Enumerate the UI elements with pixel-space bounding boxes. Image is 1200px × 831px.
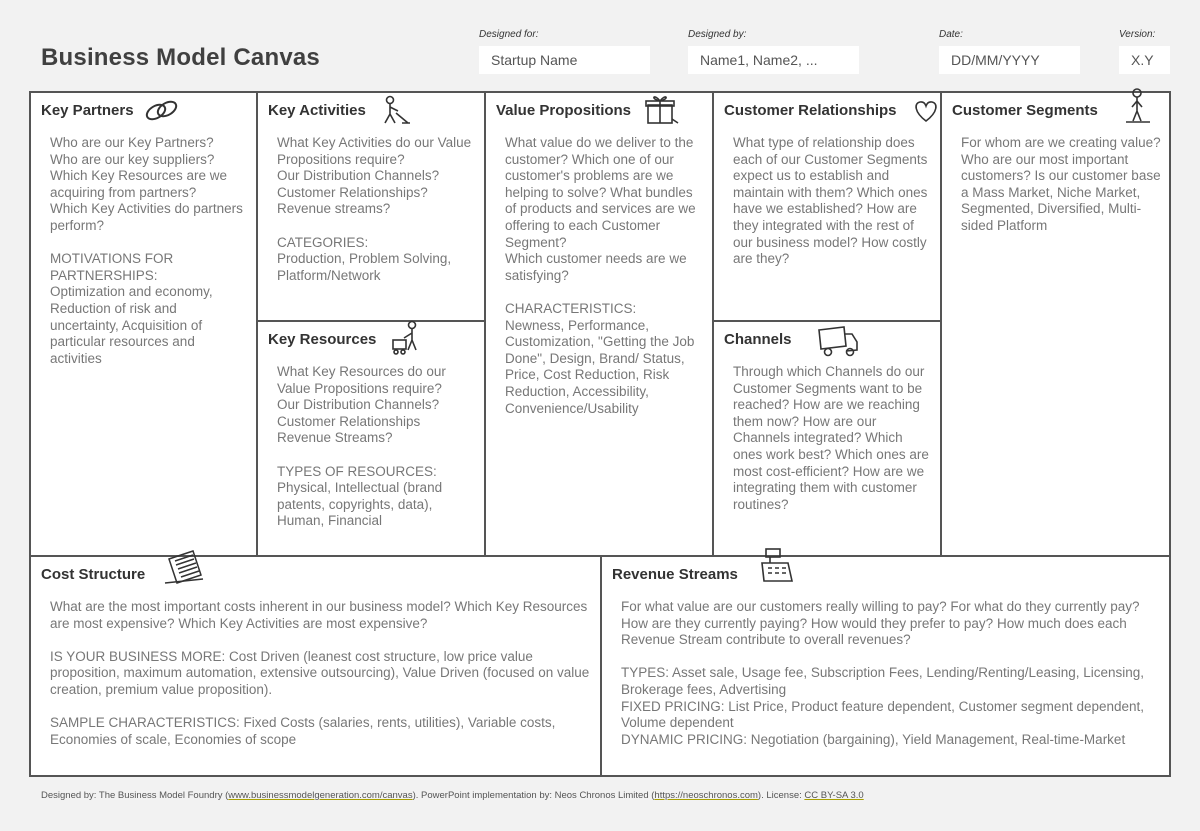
revenue-streams-title: Revenue Streams bbox=[612, 566, 738, 583]
value-propositions-title: Value Propositions bbox=[496, 102, 632, 119]
designed-by-label: Designed by: bbox=[688, 29, 747, 40]
bmg-canvas-link[interactable]: www.businessmodelgeneration.com/canvas bbox=[228, 790, 413, 801]
person-working-icon bbox=[376, 95, 412, 127]
delivery-truck-icon bbox=[816, 324, 860, 358]
neoschronos-link[interactable]: https://neoschronos.com bbox=[654, 790, 758, 801]
value-propositions-block[interactable] bbox=[486, 93, 714, 555]
customer-segments-title: Customer Segments bbox=[952, 102, 1098, 119]
revenue-streams-block[interactable] bbox=[602, 555, 1171, 777]
key-partners-block[interactable] bbox=[31, 93, 258, 555]
version-field[interactable]: X.Y bbox=[1119, 46, 1170, 74]
date-label: Date: bbox=[939, 29, 963, 40]
customer-relationships-title: Customer Relationships bbox=[724, 102, 897, 119]
key-resources-text: What Key Resources do our Value Propositions require? Our Distribution Channels? Customer Relationships Revenue Streams? TYPES OF RESOURCES: Physical, Intellectual (brand patents, copyrights, data), Human, Financial bbox=[277, 364, 446, 529]
channels-block[interactable] bbox=[714, 322, 942, 555]
key-resources-block[interactable] bbox=[258, 322, 486, 555]
designed-for-field[interactable]: Startup Name bbox=[479, 46, 650, 74]
cost-structure-title: Cost Structure bbox=[41, 566, 146, 583]
person-standing-icon bbox=[1120, 87, 1154, 125]
cost-structure-text: What are the most important costs inherent in our business model? Which Key Resources are most expensive? Which Key Activities are most expensive? IS YOUR BUSINESS MORE: Cost Driven (leanest cost structure, low price value proposition, maximum automation, extensive outsourcing), Value Driven (focused on value creation, premium value proposition). SAMPLE CHARACTERISTICS: Fixed Costs (salaries, rents, utilities), Variable costs, Economies of scale, Economies of scope bbox=[50, 599, 590, 747]
receipt-icon bbox=[163, 549, 207, 587]
designed-by-field[interactable]: Name1, Name2, ... bbox=[688, 46, 859, 74]
customer-relationships-block[interactable] bbox=[714, 93, 942, 322]
footer-license-label: ). License: bbox=[757, 790, 805, 801]
customer-segments-text: For whom are we creating value? Who are our most important customers? Is our customer base a Mass Market, Niche Market, Segmented, Diversified, Multi-sided Platform bbox=[961, 135, 1161, 233]
customer-segments-block[interactable] bbox=[942, 93, 1171, 555]
key-activities-title: Key Activities bbox=[268, 102, 366, 119]
designed-for-label: Designed for: bbox=[479, 29, 539, 40]
license-link[interactable]: CC BY-SA 3.0 bbox=[804, 790, 864, 801]
cost-structure-block[interactable] bbox=[31, 555, 602, 777]
page-title: Business Model Canvas bbox=[41, 44, 320, 71]
key-resources-title: Key Resources bbox=[268, 331, 377, 348]
version-label: Version: bbox=[1119, 29, 1156, 40]
key-activities-block[interactable] bbox=[258, 93, 486, 322]
footer-prefix: Designed by: The Business Model Foundry ( bbox=[41, 790, 229, 801]
chain-links-icon bbox=[143, 97, 181, 125]
worker-with-cart-icon bbox=[390, 320, 426, 356]
footer-middle: ). PowerPoint implementation by: Neos Chronos Limited ( bbox=[412, 790, 655, 801]
gift-box-icon bbox=[644, 93, 680, 127]
cash-register-icon bbox=[758, 547, 798, 587]
customer-relationships-text: What type of relationship does each of our Customer Segments expect us to establish and maintain with them? Which ones have we established? How are they integrated with the rest of our business model? How costly are they? bbox=[733, 135, 928, 267]
key-partners-title: Key Partners bbox=[41, 102, 134, 119]
channels-title: Channels bbox=[724, 331, 792, 348]
value-propositions-text: What value do we deliver to the customer? Which one of our customer's problems are we helping to solve? What bundles of products and services are we offering to each Customer Segment? Which customer needs are we satisfying? CHARACTERISTICS: Newness, Performance, Customization, "Getting the Job Done", Design, Brand/ Status, Price, Cost Reduction, Risk Reduction, Accessibility, Convenience/Usability bbox=[505, 135, 696, 416]
key-activities-text: What Key Activities do our Value Propositions require? Our Distribution Channels? Customer Relationships? Revenue streams? CATEGORIES: Production, Problem Solving, Platform/Network bbox=[277, 135, 472, 283]
date-field[interactable]: DD/MM/YYYY bbox=[939, 46, 1080, 74]
business-model-canvas bbox=[29, 91, 1171, 777]
key-partners-text: Who are our Key Partners? Who are our key suppliers? Which Key Resources are we acquiring from partners? Which Key Activities do partners perform? MOTIVATIONS FOR PARTNERSHIPS: Optimization and economy, Reduction of risk and uncertainty, Acquisition of particular resources and activities bbox=[50, 135, 243, 366]
channels-text: Through which Channels do our Customer Segments want to be reached? How are we reaching them now? How are our Channels integrated? Which ones work best? Which ones are most cost-efficient? How are we integrating them with customer routines? bbox=[733, 364, 929, 512]
revenue-streams-text: For what value are our customers really willing to pay? For what do they currently pay? How are they currently paying? How would they prefer to pay? How much does each Revenue Stream contribute to overall revenues? TYPES: Asset sale, Usage fee, Subscription Fees, Lending/Renting/Leasing, Licensing, Brokerage fees, Advertising FIXED PRICING: List Price, Product feature dependent, Customer segment dependent, Volume dependent DYNAMIC PRICING: Negotiation (bargaining), Yield Management, Real-time-Market bbox=[621, 599, 1145, 747]
footer-attribution bbox=[41, 790, 864, 801]
heart-icon bbox=[912, 99, 940, 123]
